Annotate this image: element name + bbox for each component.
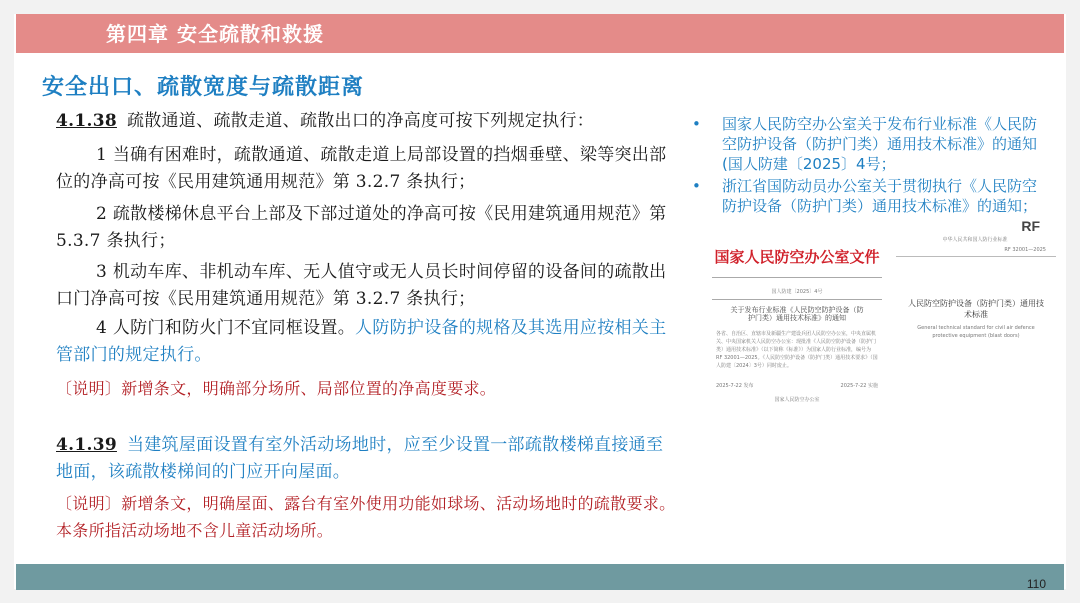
clause-number: 4.1.39	[56, 435, 117, 455]
clause-text: 当建筑屋面设置有室外活动场地时，应至少设置一部疏散楼梯直接通至地面，该疏散楼梯间的门应开向屋面。	[56, 435, 664, 482]
standard-org: 中华人民共和国人防行业标准	[942, 237, 1008, 243]
clause-4-1-39	[56, 432, 676, 486]
section-title: 安全出口、疏散宽度与疏散距离	[42, 75, 365, 100]
document-header: 国家人民防空办公室文件	[714, 248, 880, 266]
bullet-icon: •	[692, 177, 701, 195]
divider	[712, 299, 882, 300]
divider	[712, 277, 882, 278]
document-thumbnail-notice	[708, 238, 886, 444]
chapter-title: 第四章 安全疏散和救援	[106, 22, 324, 46]
clause-item-1: 1 当确有困难时，疏散通道、疏散走道上局部设置的挡烟垂壁、梁等突出部位的净高可按《民用建筑通用规范》第 3.2.7 条执行；	[56, 145, 667, 192]
standard-code: RF	[1021, 218, 1040, 234]
page-number: 110	[1026, 577, 1046, 591]
effective-date: 2025-7-22 实施	[840, 383, 878, 389]
reference-list	[692, 114, 1037, 218]
divider	[896, 256, 1056, 257]
standard-english-title: General technical standard for civil air defence protective equipment (blast doors)	[917, 325, 1035, 339]
reference-item	[692, 176, 1037, 216]
clause-item-4	[56, 315, 676, 369]
document-signature: 国家人民防空办公室	[774, 397, 820, 403]
clause-item-4-highlight: 人防防护设备的规格及其选用应按相关主管部门的规定执行。	[56, 318, 667, 365]
clause-item-2: 2 疏散楼梯休息平台上部及下部过道处的净高可按《民用建筑通用规范》第 5.3.7 条执行；	[56, 204, 667, 251]
standard-title: 人民防空防护设备（防护门类）通用技术标准	[908, 299, 1044, 319]
clause-note: 〔说明〕新增条文，明确屋面、露台有室外使用功能如球场、活动场地时的疏散要求。本条所指活动场地不含儿童活动场所。	[56, 494, 676, 540]
clause-note: 〔说明〕新增条文，明确部分场所、局部位置的净高度要求。	[56, 379, 497, 398]
clause-number: 4.1.38	[56, 111, 117, 131]
bullet-icon: •	[692, 115, 701, 133]
document-body: 各省、自治区、直辖市及新疆生产建设兵团人民防空办公室，中央直属机关、中央国家机关人民防空办公室：现批准《人民防空防护设备（防护门类）通用技术标准》（以下简称《标准》）为国家人防行业标准，编号为 RF 32001—2025。《人民防空防护设备（防护门类）通用技术要求》（国人防建〔2024〕3号）同时废止。	[716, 331, 878, 369]
clause-item-4-text: 4 人防门和防火门不宜同框设置。	[96, 318, 356, 338]
clause-4-1-38-heading	[56, 108, 686, 135]
clause-item-3: 3 机动车库、非机动车库、无人值守或无人员长时间停留的设备间的疏散出口门净高可按《民用建筑通用规范》第 3.2.7 条执行；	[56, 262, 667, 309]
document-number: 国人防建〔2025〕4号	[771, 289, 823, 295]
reference-text: 国家人民防空办公室关于发布行业标准《人民防空防护设备（防护门类）通用技术标准》的通知(国人防建〔2025〕4号；	[722, 115, 1038, 173]
release-date: 2025-7-22 发布	[716, 383, 754, 389]
document-thumbnail-standard	[896, 218, 1056, 438]
standard-number: RF 32001—2025	[1004, 247, 1046, 253]
document-title: 关于发布行业标准《人民防空防护设备（防护门类）通用技术标准》的通知	[730, 306, 864, 322]
document-dates	[716, 382, 878, 390]
clause-text: 疏散通道、疏散走道、疏散出口的净高度可按下列规定执行：	[126, 111, 595, 131]
reference-text: 浙江省国防动员办公室关于贯彻执行《人民防空防护设备（防护门类）通用技术标准》的通知；	[722, 177, 1038, 215]
reference-item	[692, 114, 1037, 174]
footer-bar	[16, 564, 1064, 590]
